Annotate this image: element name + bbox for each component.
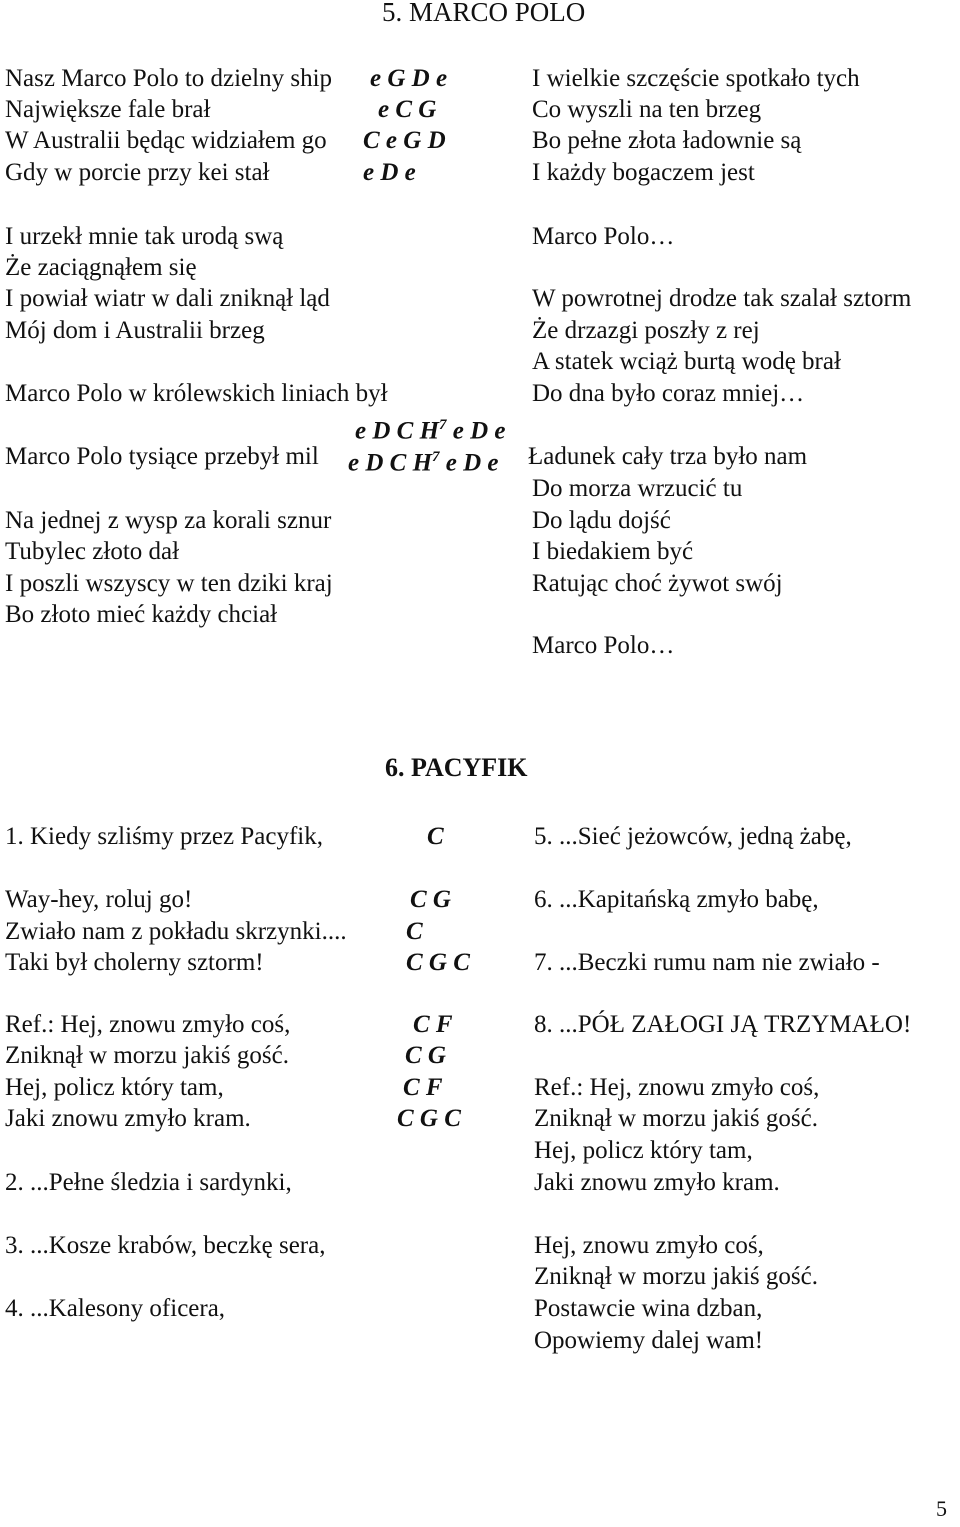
lyric-line: W powrotnej drodze tak szalał sztorm [532,285,912,312]
lyric-line: I biedakiem być [532,538,694,565]
lyric-line: I powiał wiatr w dali zniknął ląd [5,285,330,312]
lyric-line: Hej, policz który tam, [5,1074,224,1101]
lyric-line: I poszli wszyscy w ten dziki kraj [5,570,333,597]
chord-label: e G D e [370,65,448,92]
lyric-line: A statek wciąż burtą wodę brał [532,348,841,375]
lyric-line: Największe fale brał [5,96,211,123]
lyric-line: W Australii będąc widziałem go [5,127,327,154]
lyric-line: Do lądu dojść [532,507,671,534]
refrain-reference: Marco Polo… [532,223,675,250]
lyric-line: Do morza wrzucić tu [532,475,743,502]
chord-label: C G [410,886,451,913]
refrain-reference: Marco Polo… [532,632,675,659]
lyric-line: Postawcie wina dzban, [534,1295,763,1322]
lyric-line: Że zaciągnąłem się [5,254,197,281]
lyric-line: 6. ...Kapitańską zmyło babę, [534,886,819,913]
chord-label: C F [403,1074,443,1101]
lyric-line: 5. ...Sieć jeżowców, jedną żabę, [534,823,852,850]
lyric-line: Nasz Marco Polo to dzielny ship [5,65,333,92]
chord-label: e D C $H^7$ e D e [355,417,506,445]
chord-label: C G C [397,1105,461,1132]
lyric-line: Tubylec złoto dał [5,538,180,565]
lyric-line: 2. ...Pełne śledzia i sardynki, [5,1169,292,1196]
lyric-line: Way-hey, roluj go! [5,886,193,913]
lyric-line: Ref.: Hej, znowu zmyło coś, [534,1074,820,1101]
lyric-line: 7. ...Beczki rumu nam nie zwiało - [534,949,880,976]
lyric-line: Jaki znowu zmyło kram. [5,1105,251,1132]
chorus-line: Marco Polo w królewskich liniach był [5,380,388,407]
lyric-line: I urzekł mnie tak urodą swą [5,223,284,250]
chord-label: C F [413,1011,453,1038]
lyric-line: Ratując choć żywot swój [532,570,783,597]
lyric-line: Hej, policz który tam, [534,1137,753,1164]
lyric-line: Bo pełne złota ładownie są [532,127,802,154]
lyric-line: Opowiemy dalej wam! [534,1327,764,1354]
chord-label: C G [405,1042,446,1069]
chord-label: C G C [406,949,470,976]
lyric-line: Że drzazgi poszły z rej [532,317,760,344]
lyric-line: Do dna było coraz mniej… [532,380,805,407]
lyric-line: I każdy bogaczem jest [532,159,755,186]
lyric-line: 4. ...Kalesony oficera, [5,1295,226,1322]
chord-label: e D e [363,159,416,186]
chorus-line: Marco Polo tysiące przebył mil [5,443,319,470]
lyric-line: Co wyszli na ten brzeg [532,96,762,123]
page-number: 5 [936,1496,947,1521]
lyric-line: Na jednej z wysp za korali sznur [5,507,332,534]
chord-label: C [427,823,444,850]
song-title-pacyfik: 6. PACYFIK [385,753,528,782]
lyric-line: Jaki znowu zmyło kram. [534,1169,780,1196]
song-title-marco-polo: 5. MARCO POLO [382,0,586,27]
lyric-line: Hej, znowu zmyło coś, [534,1232,764,1259]
lyric-line: Mój dom i Australii brzeg [5,317,265,344]
lyric-line: Gdy w porcie przy kei stał [5,159,270,186]
lyric-line: Taki był cholerny sztorm! [5,949,264,976]
lyric-line: Ref.: Hej, znowu zmyło coś, [5,1011,291,1038]
lyric-line: I wielkie szczęście spotkało tych [532,65,860,92]
lyric-line: 1. Kiedy szliśmy przez Pacyfik, [5,823,323,850]
chord-label: e C G [378,96,437,123]
chord-label: C [406,918,423,945]
lyric-line: Ładunek cały trza było nam [528,443,808,470]
chord-label: e D C $H^7$ e D e [348,449,499,477]
lyric-line: 3. ...Kosze krabów, beczkę sera, [5,1232,326,1259]
lyric-line: Bo złoto mieć każdy chciał [5,601,278,628]
lyric-line: Zniknął w morzu jakiś gość. [534,1105,818,1132]
lyric-line: 8. ...PÓŁ ZAŁOGI JĄ TRZYMAŁO! [534,1011,912,1038]
lyric-line: Zniknął w morzu jakiś gość. [5,1042,289,1069]
chord-label: C e G D [363,127,446,154]
lyric-line: Zwiało nam z pokładu skrzynki.... [5,918,347,945]
lyric-line: Zniknął w morzu jakiś gość. [534,1263,818,1290]
